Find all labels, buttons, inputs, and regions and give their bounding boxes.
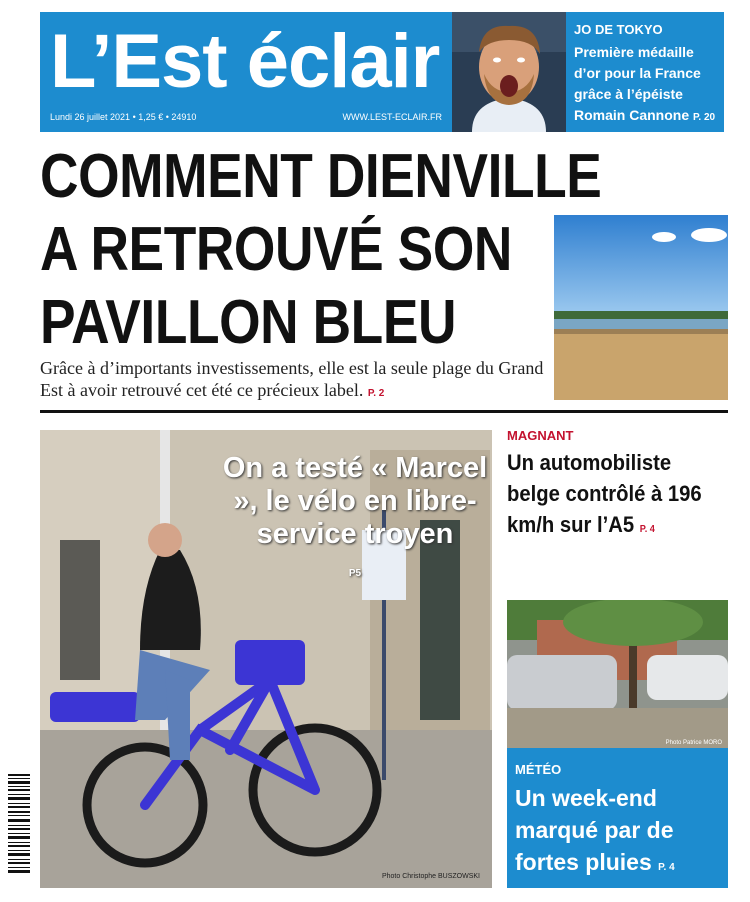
magnant-kicker: MAGNANT (507, 428, 574, 443)
meteo-headline-block (515, 782, 728, 884)
flood-photo (507, 600, 728, 748)
teaser-text (574, 42, 722, 128)
flood-photo-credit: Photo Patrice MORO (665, 740, 722, 746)
website-link[interactable]: WWW.LEST-ECLAIR.FR (342, 112, 442, 122)
newspaper-logo: L’Est éclair (50, 22, 440, 102)
headline-line-2: A RETROUVÉ SON (40, 215, 512, 284)
fencer-portrait-photo (452, 12, 566, 132)
magnant-headline-block (507, 447, 728, 545)
fencer-portrait-icon (452, 12, 566, 132)
bike-story-title (210, 452, 492, 590)
beach-photo (554, 215, 728, 400)
meteo-headline: Un week-end marqué par de fortes pluies (515, 785, 674, 875)
lead-page-ref: P. 2 (367, 388, 385, 399)
meteo-page-ref: P. 4 (658, 862, 675, 873)
masthead (40, 12, 452, 132)
lead-standfirst (40, 357, 550, 405)
bike-page-ref: P5 (348, 568, 362, 579)
bike-story-photo[interactable] (40, 430, 492, 888)
headline-line-1: COMMENT DIENVILLE (40, 142, 602, 211)
barcode (6, 770, 34, 880)
section-divider (40, 410, 728, 413)
flooded-street-icon (507, 600, 728, 748)
teaser-box[interactable] (566, 12, 724, 132)
dateline: Lundi 26 juillet 2021 • 1,25 € • 24910 (50, 112, 197, 122)
headline-line-3: PAVILLON BLEU (40, 288, 457, 357)
magnant-page-ref: P. 4 (639, 524, 655, 535)
lead-headline (40, 140, 640, 359)
meteo-box[interactable] (507, 748, 728, 888)
standfirst-text: Grâce à d’importants investissements, elle est la seule plage du Grand Est à avoir retrouvé cet été ce précieux label. (40, 358, 544, 400)
photo-credit: Photo Christophe BUSZOWSKI (381, 873, 480, 880)
teaser-headline: Première médaille d’or pour la France grâce à l’épéiste Romain Cannone (574, 44, 701, 123)
magnant-story[interactable] (507, 428, 732, 545)
barcode-icon (6, 770, 34, 880)
teaser-page-ref: P. 20 (693, 112, 716, 123)
beach-scene-icon (554, 215, 728, 400)
masthead-strip (50, 112, 442, 122)
bike-headline: On a testé « Marcel », le vélo en libre-service troyen (222, 452, 488, 550)
teaser-kicker: JO DE TOKYO (574, 22, 663, 37)
magnant-headline: Un automobiliste belge contrôlé à 196 km/h sur l’A5 (507, 450, 702, 537)
meteo-kicker: MÉTÉO (515, 762, 562, 777)
